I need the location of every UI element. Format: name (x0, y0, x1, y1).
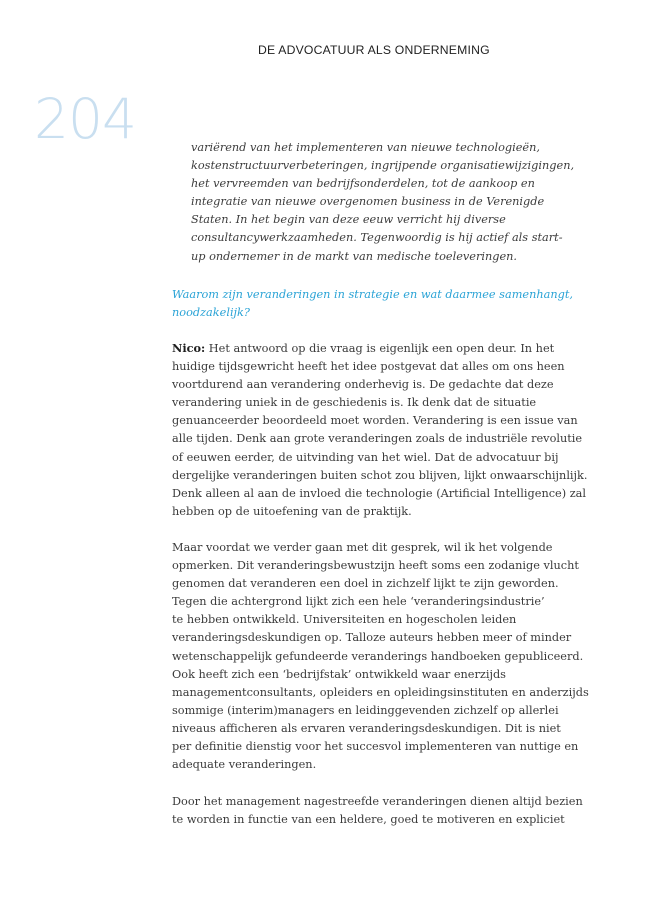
interview-question (172, 286, 602, 322)
answer-line: dergelijke veranderingen buiten schot zou blijven, lijkt onwaarschijnlijk. (172, 468, 588, 482)
intro-line: kostenstructuurverbeteringen, ingrijpende organisatiewijzigingen, (191, 159, 575, 173)
body-line: opmerken. Dit veranderingsbewustzijn heeft soms een zodanige vlucht (172, 559, 579, 573)
answer-first-line (172, 339, 602, 358)
intro-line: up ondernemer in de markt van medische toeleveringen. (191, 249, 518, 263)
body-line: te hebben ontwikkeld. Universiteiten en hogescholen leiden (172, 613, 517, 627)
running-header: DE ADVOCATUUR ALS ONDERNEMING (258, 43, 490, 57)
answer-line: alle tijden. Denk aan grote veranderingen zoals de industriële revolutie (172, 432, 583, 446)
body-line: wetenschappelijk gefundeerde veranderings handboeken gepubliceerd. (172, 649, 584, 663)
intro-paragraph (191, 139, 591, 266)
answer-line: Denk alleen al aan de invloed die technologie (Artificial Intelligence) zal (172, 486, 587, 500)
body-line: Door het management nagestreefde veranderingen dienen altijd bezien (172, 795, 583, 808)
intro-line: consultancywerkzaamheden. Tegenwoordig is hij actief als start- (191, 231, 563, 245)
body-line: per definitie dienstig voor het succesvol implementeren van nuttige en (172, 740, 579, 754)
body-paragraph (172, 793, 602, 829)
body-line: te worden in functie van een heldere, goed te motiveren en expliciet (172, 813, 565, 827)
intro-line: Staten. In het begin van deze eeuw verricht hij diverse (191, 213, 506, 227)
answer-line: of eeuwen eerder, de uitvinding van het wiel. Dat de advocatuur bij (172, 450, 559, 464)
answer-text: Het antwoord op die vraag is eigenlijk een open deur. In het (205, 342, 555, 355)
body-line: Maar voordat we verder gaan met dit gesprek, wil ik het volgende (172, 541, 553, 554)
answer-line: genuanceerder beoordeeld moet worden. Verandering is een issue van (172, 414, 578, 428)
body-line: adequate veranderingen. (172, 758, 317, 772)
body-line: Ook heeft zich een ‘bedrijfstak’ ontwikkeld waar enerzijds (172, 667, 506, 681)
body-line: veranderingsdeskundigen op. Talloze auteurs hebben meer of minder (172, 631, 572, 645)
body-line: managementconsultants, opleiders en opleidingsinstituten en anderzijds (172, 685, 589, 699)
answer-line: verandering uniek in de geschiedenis is. Ik denk dat de situatie (172, 396, 537, 410)
question-line: noodzakelijk? (172, 306, 250, 320)
speaker-name: Nico: (172, 341, 206, 355)
intro-line: integratie van nieuwe overgenomen business in de Verenigde (191, 195, 545, 209)
body-line: genomen dat veranderen een doel in zichzelf lijkt te zijn geworden. (172, 577, 559, 591)
question-line: Waarom zijn veranderingen in strategie en wat daarmee samenhangt, (172, 288, 574, 301)
answer-line: voortdurend aan verandering onderhevig is. De gedachte dat deze (172, 378, 554, 392)
body-line: niveaus afficheren als ervaren veranderingsdeskundigen. Dit is niet (172, 721, 561, 735)
intro-line: variërend van het implementeren van nieuwe technologieën, (191, 141, 540, 154)
intro-line: het vervreemden van bedrijfsonderdelen, tot de aankoop en (191, 177, 535, 191)
body-line: Tegen die achtergrond lijkt zich een hele ‘veranderingsindustrie’ (172, 595, 545, 609)
answer-line: hebben op de uitoefening van de praktijk. (172, 504, 412, 518)
body-paragraph (172, 539, 602, 774)
answer-paragraph (172, 339, 602, 521)
body-line: sommige (interim)managers en leidinggevenden zichzelf op allerlei (172, 703, 559, 717)
answer-line: huidige tijdsgewricht heeft het idee postgevat dat alles om ons heen (172, 360, 565, 374)
page-number: 204 (34, 87, 136, 151)
